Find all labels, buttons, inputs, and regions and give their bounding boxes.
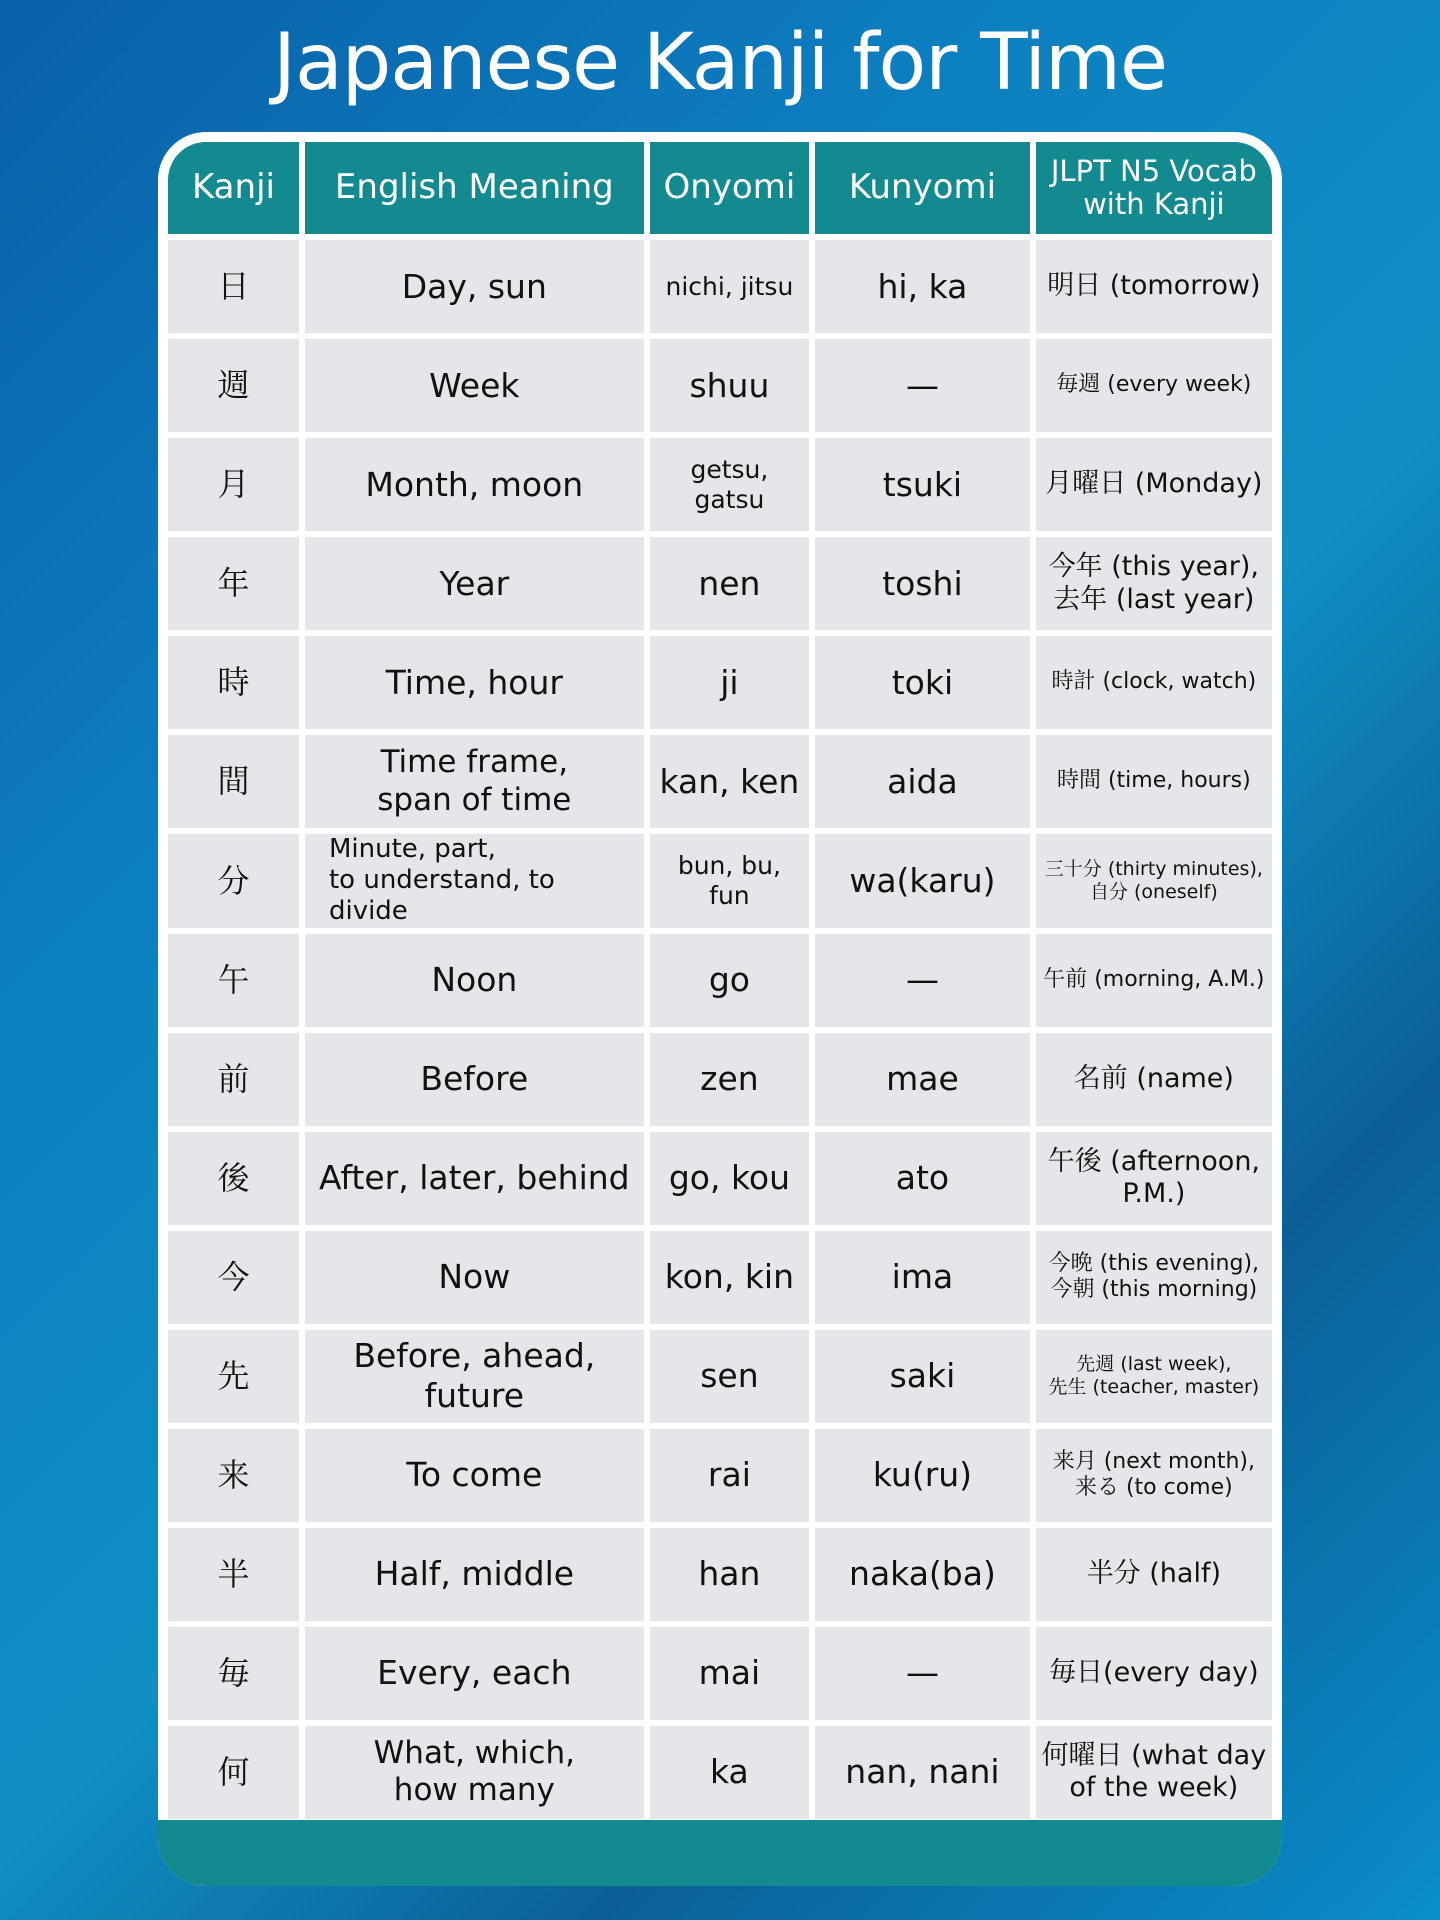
kanji-cell: 年 bbox=[168, 537, 299, 630]
kanji-cell: 日 bbox=[168, 240, 299, 333]
vocab-line: 名前 (name) bbox=[1073, 1062, 1234, 1094]
onyomi-cell: sen bbox=[650, 1330, 810, 1423]
vocab-cell bbox=[1036, 438, 1272, 531]
table-row bbox=[168, 537, 1272, 630]
vocab-cell bbox=[1036, 1132, 1272, 1225]
vocab-cell bbox=[1036, 1231, 1272, 1324]
vocab-cell bbox=[1036, 735, 1272, 828]
english-meaning-cell bbox=[305, 240, 644, 333]
onyomi-cell: shuu bbox=[650, 339, 810, 432]
vocab-line: 毎週 (every week) bbox=[1056, 372, 1252, 398]
english-meaning-line: Now bbox=[438, 1257, 511, 1297]
vocab-cell bbox=[1036, 1528, 1272, 1621]
table-row bbox=[168, 240, 1272, 333]
vocab-line: 自分 (oneself) bbox=[1089, 880, 1218, 903]
onyomi-cell: kon, kin bbox=[650, 1231, 810, 1324]
header-onyomi: Onyomi bbox=[650, 142, 810, 234]
english-meaning-cell bbox=[305, 1330, 644, 1423]
vocab-cell bbox=[1036, 1429, 1272, 1522]
kanji-cell: 前 bbox=[168, 1033, 299, 1126]
vocab-cell bbox=[1036, 1330, 1272, 1423]
kanji-cell: 今 bbox=[168, 1231, 299, 1324]
vocab-line: P.M.) bbox=[1122, 1178, 1186, 1210]
english-meaning-line: After, later, behind bbox=[319, 1158, 630, 1198]
english-meaning-line: To come bbox=[406, 1455, 543, 1495]
onyomi-cell: getsu, gatsu bbox=[650, 438, 810, 531]
onyomi-cell: ji bbox=[650, 636, 810, 729]
kunyomi-cell: — bbox=[815, 339, 1030, 432]
kunyomi-cell: ku(ru) bbox=[815, 1429, 1030, 1522]
table-row bbox=[168, 1726, 1272, 1819]
onyomi-cell: han bbox=[650, 1528, 810, 1621]
english-meaning-cell bbox=[305, 1528, 644, 1621]
english-meaning-line: to understand, to divide bbox=[328, 865, 555, 927]
english-meaning-cell bbox=[305, 1132, 644, 1225]
vocab-cell bbox=[1036, 834, 1272, 928]
english-meaning-line: Month, moon bbox=[365, 464, 584, 504]
kunyomi-cell: toshi bbox=[815, 537, 1030, 630]
onyomi-cell: mai bbox=[650, 1627, 810, 1720]
english-meaning-line: Before, ahead, future bbox=[353, 1336, 596, 1416]
onyomi-cell: go, kou bbox=[650, 1132, 810, 1225]
onyomi-cell: zen bbox=[650, 1033, 810, 1126]
english-meaning-cell bbox=[305, 934, 644, 1027]
vocab-line: 来る (to come) bbox=[1074, 1475, 1233, 1501]
card-footer-bar bbox=[158, 1820, 1282, 1886]
table-row bbox=[168, 1132, 1272, 1225]
english-meaning-cell bbox=[305, 1231, 644, 1324]
header-vocab-line1: JLPT N5 Vocab bbox=[1050, 153, 1257, 188]
english-meaning-line: Noon bbox=[431, 960, 518, 1000]
vocab-line: 今晩 (this evening), bbox=[1048, 1250, 1260, 1276]
table-row bbox=[168, 339, 1272, 432]
vocab-line: 半分 (half) bbox=[1086, 1557, 1222, 1589]
table-row bbox=[168, 1033, 1272, 1126]
kanji-cell: 間 bbox=[168, 735, 299, 828]
kunyomi-cell: tsuki bbox=[815, 438, 1030, 531]
kunyomi-cell: — bbox=[815, 1627, 1030, 1720]
vocab-line: 何曜日 (what day bbox=[1041, 1739, 1267, 1771]
table-row bbox=[168, 834, 1272, 928]
english-meaning-cell bbox=[305, 834, 644, 928]
kunyomi-cell: naka(ba) bbox=[815, 1528, 1030, 1621]
header-kunyomi: Kunyomi bbox=[815, 142, 1030, 234]
english-meaning-cell bbox=[305, 636, 644, 729]
onyomi-cell: kan, ken bbox=[650, 735, 810, 828]
english-meaning-line: Day, sun bbox=[401, 266, 547, 306]
kanji-cell: 毎 bbox=[168, 1627, 299, 1720]
english-meaning-line: Every, each bbox=[377, 1653, 572, 1693]
header-vocab-line2: with Kanji bbox=[1083, 187, 1225, 221]
kanji-cell: 来 bbox=[168, 1429, 299, 1522]
vocab-cell bbox=[1036, 339, 1272, 432]
kunyomi-cell: nan, nani bbox=[815, 1726, 1030, 1819]
table-row bbox=[168, 1627, 1272, 1720]
english-meaning-cell bbox=[305, 1429, 644, 1522]
table-row bbox=[168, 1330, 1272, 1423]
kanji-table-card bbox=[158, 132, 1282, 1886]
onyomi-cell: nen bbox=[650, 537, 810, 630]
vocab-line: 午後 (afternoon, bbox=[1047, 1145, 1261, 1177]
vocab-line: 来月 (next month), bbox=[1052, 1448, 1255, 1474]
english-meaning-line: Half, middle bbox=[374, 1554, 575, 1594]
vocab-line: 毎日(every day) bbox=[1049, 1656, 1259, 1688]
english-meaning-line: Time, hour bbox=[385, 662, 563, 702]
vocab-line: 先生 (teacher, master) bbox=[1048, 1376, 1260, 1399]
kanji-cell: 時 bbox=[168, 636, 299, 729]
vocab-cell bbox=[1036, 934, 1272, 1027]
onyomi-cell: bun, bu, fun bbox=[650, 834, 810, 928]
english-meaning-cell bbox=[305, 1726, 644, 1819]
onyomi-cell: ka bbox=[650, 1726, 810, 1819]
kanji-cell: 午 bbox=[168, 934, 299, 1027]
vocab-line: 時間 (time, hours) bbox=[1056, 768, 1251, 794]
vocab-cell bbox=[1036, 537, 1272, 630]
kanji-cell: 分 bbox=[168, 834, 299, 928]
english-meaning-line: how many bbox=[393, 1772, 555, 1809]
vocab-cell bbox=[1036, 1627, 1272, 1720]
header-kanji: Kanji bbox=[168, 142, 299, 234]
vocab-cell bbox=[1036, 1033, 1272, 1126]
english-meaning-cell bbox=[305, 735, 644, 828]
vocab-cell bbox=[1036, 240, 1272, 333]
vocab-line: of the week) bbox=[1069, 1772, 1239, 1804]
kanji-cell: 先 bbox=[168, 1330, 299, 1423]
vocab-line: 午前 (morning, A.M.) bbox=[1043, 966, 1265, 992]
kanji-cell: 何 bbox=[168, 1726, 299, 1819]
table-row bbox=[168, 438, 1272, 531]
english-meaning-line: Minute, part, bbox=[328, 834, 496, 864]
english-meaning-cell bbox=[305, 1627, 644, 1720]
kanji-cell: 週 bbox=[168, 339, 299, 432]
table-row bbox=[168, 1429, 1272, 1522]
vocab-line: 去年 (last year) bbox=[1053, 583, 1255, 615]
kunyomi-cell: — bbox=[815, 934, 1030, 1027]
vocab-line: 今朝 (this morning) bbox=[1050, 1277, 1258, 1303]
english-meaning-line: Week bbox=[429, 365, 520, 405]
onyomi-cell: rai bbox=[650, 1429, 810, 1522]
onyomi-cell: nichi, jitsu bbox=[650, 240, 810, 333]
english-meaning-cell bbox=[305, 339, 644, 432]
english-meaning-cell bbox=[305, 438, 644, 531]
header-english-meaning: English Meaning bbox=[305, 142, 644, 234]
kunyomi-cell: mae bbox=[815, 1033, 1030, 1126]
vocab-line: 明日 (tomorrow) bbox=[1047, 270, 1261, 302]
english-meaning-cell bbox=[305, 1033, 644, 1126]
kunyomi-cell: saki bbox=[815, 1330, 1030, 1423]
table-row bbox=[168, 1528, 1272, 1621]
kanji-cell: 月 bbox=[168, 438, 299, 531]
vocab-line: 時計 (clock, watch) bbox=[1051, 669, 1257, 695]
page-title: Japanese Kanji for Time bbox=[272, 18, 1168, 108]
vocab-line: 先週 (last week), bbox=[1076, 1353, 1232, 1376]
table-row bbox=[168, 735, 1272, 828]
kunyomi-cell: ato bbox=[815, 1132, 1030, 1225]
header-vocab bbox=[1036, 142, 1272, 234]
kanji-cell: 半 bbox=[168, 1528, 299, 1621]
kunyomi-cell: hi, ka bbox=[815, 240, 1030, 333]
kunyomi-cell: wa(karu) bbox=[815, 834, 1030, 928]
onyomi-cell: go bbox=[650, 934, 810, 1027]
kanji-cell: 後 bbox=[168, 1132, 299, 1225]
table-row bbox=[168, 934, 1272, 1027]
vocab-cell bbox=[1036, 1726, 1272, 1819]
kunyomi-cell: toki bbox=[815, 636, 1030, 729]
table-row bbox=[168, 636, 1272, 729]
kanji-table bbox=[162, 136, 1278, 1825]
english-meaning-line: span of time bbox=[377, 781, 572, 818]
vocab-line: 今年 (this year), bbox=[1048, 551, 1260, 583]
kunyomi-cell: ima bbox=[815, 1231, 1030, 1324]
vocab-line: 月曜日 (Monday) bbox=[1045, 468, 1263, 500]
kunyomi-cell: aida bbox=[815, 735, 1030, 828]
table-header-row bbox=[168, 142, 1272, 234]
english-meaning-line: Year bbox=[439, 563, 510, 603]
english-meaning-line: Time frame, bbox=[380, 744, 569, 781]
english-meaning-cell bbox=[305, 537, 644, 630]
english-meaning-line: What, which, bbox=[373, 1734, 575, 1771]
vocab-cell bbox=[1036, 636, 1272, 729]
table-row bbox=[168, 1231, 1272, 1324]
english-meaning-line: Before bbox=[420, 1059, 529, 1099]
vocab-line: 三十分 (thirty minutes), bbox=[1044, 857, 1263, 880]
